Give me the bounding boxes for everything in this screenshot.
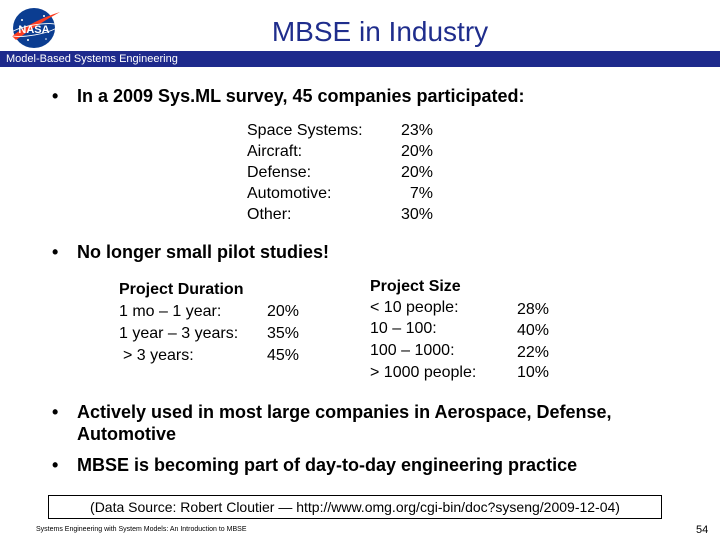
bullet-survey-text: In a 2009 Sys.ML survey, 45 companies participated: [77,86,525,106]
size-label: < 10 people: [370,299,459,316]
duration-value: 20% [267,303,300,320]
duration-value: 45% [267,347,300,364]
size-value: 10% [517,364,550,381]
survey-value: 23% [400,122,433,139]
bullet-survey [52,86,672,110]
bullet-active-text-line2: Automotive [77,424,176,444]
slide-title: MBSE in Industry [271,16,489,47]
survey-label: Automotive: [247,185,332,202]
survey-value: 20% [400,143,433,160]
duration-heading: Project Duration [119,281,244,298]
duration-label: > 3 years: [123,347,194,364]
logo-text: NASA [18,24,50,36]
survey-label: Defense: [247,164,312,181]
data-source-box: (Data Source: Robert Cloutier — http://www.omg.org/cgi-bin/doc?syseng/2009-12-04) [48,495,662,519]
survey-value: 30% [400,206,433,223]
bullet-mbse-text: MBSE is becoming part of day-to-day engineering practice [77,455,578,475]
bullet-pilot [52,242,672,266]
bullet-dot: • [52,86,59,106]
bullet-dot: • [52,242,59,262]
bullet-mbse [52,455,692,479]
survey-label: Aircraft: [247,143,303,160]
size-label: 10 – 100: [370,320,437,337]
duration-label: 1 year – 3 years: [119,325,239,342]
size-value: 22% [517,344,550,361]
duration-label: 1 mo – 1 year: [119,303,222,320]
duration-table [119,281,339,371]
size-value: 28% [517,301,550,318]
bullet-dot: • [52,402,59,422]
size-table [370,278,570,382]
bullet-pilot-text: No longer small pilot studies! [77,242,330,262]
bullet-dot: • [52,455,59,475]
nasa-logo [8,6,62,50]
duration-value: 35% [267,325,300,342]
size-heading: Project Size [370,278,461,295]
survey-value: 7% [409,185,433,202]
size-value: 40% [517,322,550,339]
bullet-active [52,402,692,448]
survey-label: Space Systems: [247,122,363,139]
size-label: > 1000 people: [370,364,477,381]
footer-text: Systems Engineering with System Models: An Introduction to MBSE [36,526,247,533]
survey-label: Other: [247,206,292,223]
survey-value: 20% [400,164,433,181]
bullet-active-text-line1: Actively used in most large companies in Aerospace, Defense, [77,402,612,422]
page-number: 54 [696,524,709,536]
size-label: 100 – 1000: [370,342,455,359]
slide-subtitle: Model-Based Systems Engineering [6,53,178,65]
